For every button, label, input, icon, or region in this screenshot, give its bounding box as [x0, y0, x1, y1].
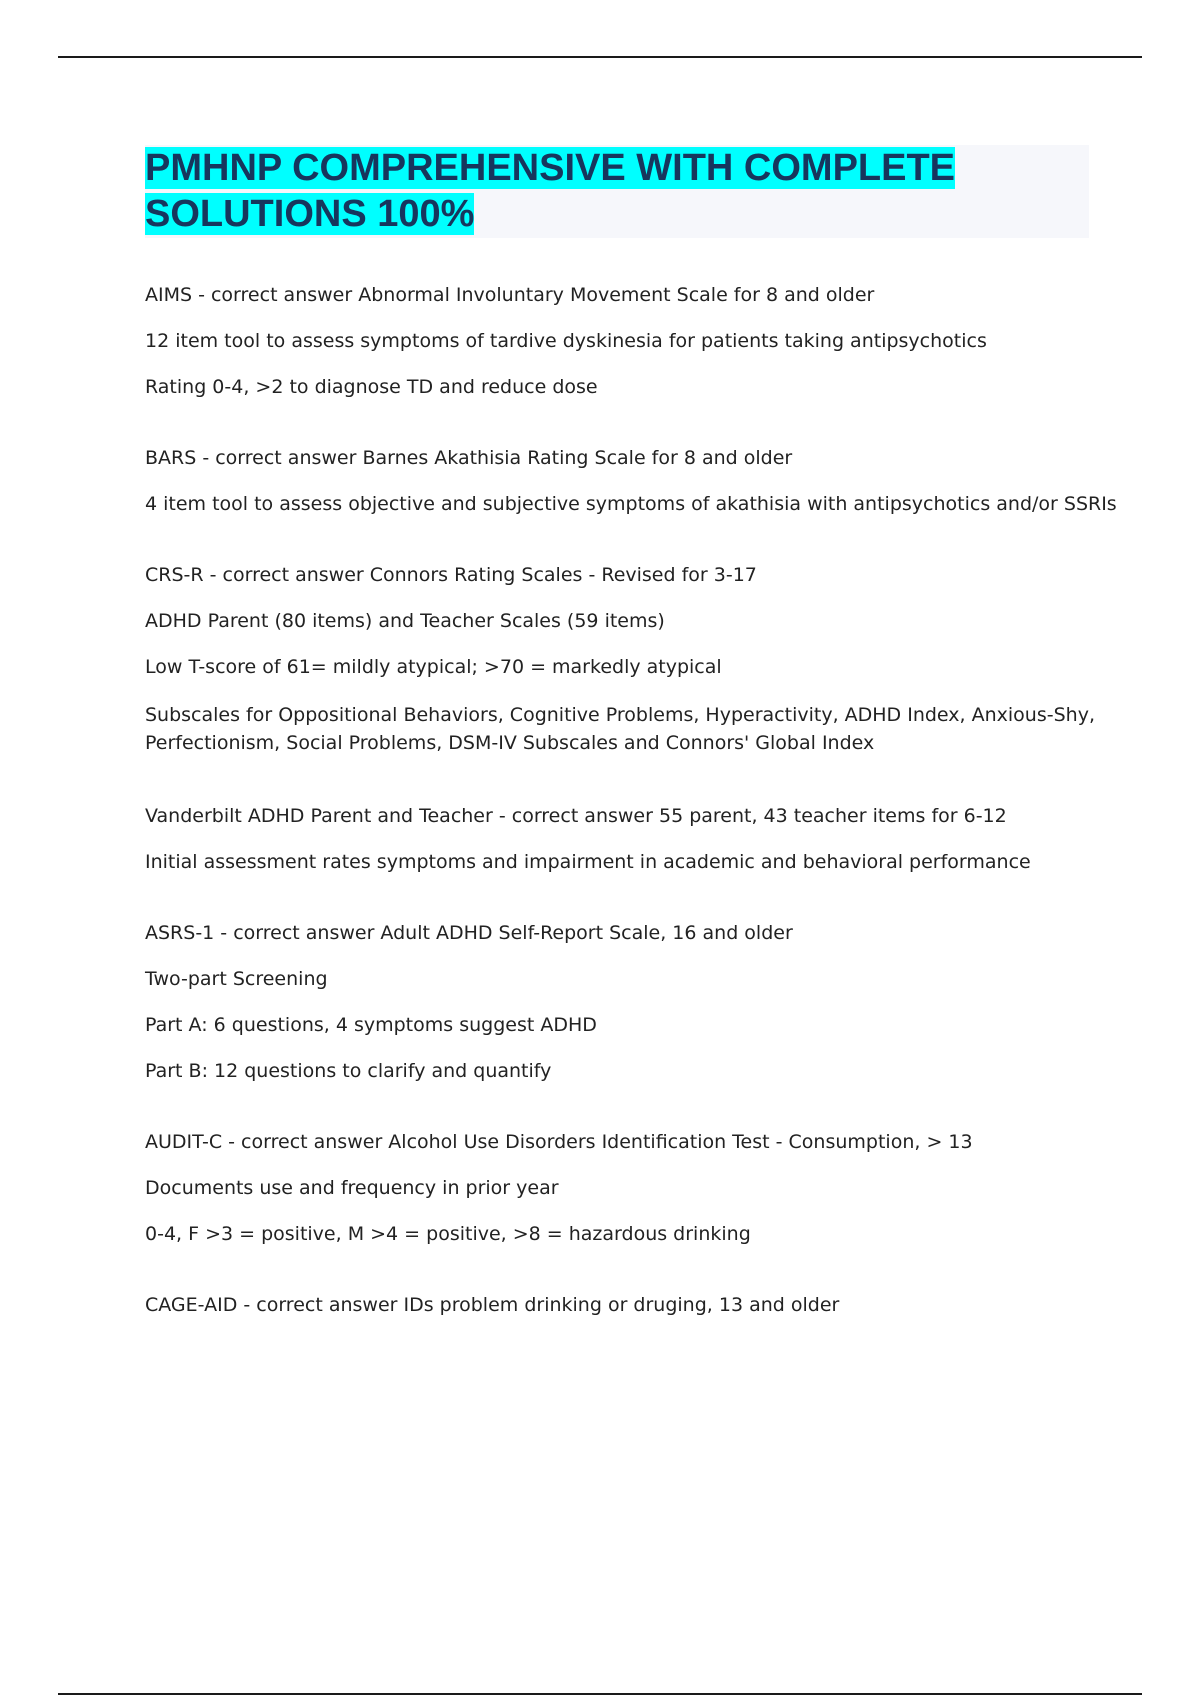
- entry-line: Initial assessment rates symptoms and impairment in academic and behavioral performance: [145, 851, 1031, 873]
- entry-line: AUDIT-C - correct answer Alcohol Use Disorders Identification Test - Consumption, > 13: [145, 1131, 973, 1153]
- title-block: [145, 145, 1089, 238]
- entry-line: Two-part Screening: [145, 968, 328, 990]
- entry-line: CAGE-AID - correct answer IDs problem drinking or druging, 13 and older: [145, 1294, 840, 1316]
- entry-line: BARS - correct answer Barnes Akathisia Rating Scale for 8 and older: [145, 447, 793, 469]
- entry-cage-aid: [145, 1293, 1095, 1317]
- entry-asrs-1: [145, 921, 1095, 1083]
- entry-line: Vanderbilt ADHD Parent and Teacher - correct answer 55 parent, 43 teacher items for 6-12: [145, 805, 1007, 827]
- entry-crs-r: [145, 563, 1095, 757]
- entry-line: ASRS-1 - correct answer Adult ADHD Self-Report Scale, 16 and older: [145, 922, 793, 944]
- entry-line: 0-4, F >3 = positive, M >4 = positive, >8 = hazardous drinking: [145, 1223, 751, 1245]
- entry-line: CRS-R - correct answer Connors Rating Scales - Revised for 3-17: [145, 564, 757, 586]
- top-rule: [58, 56, 1142, 58]
- entry-vanderbilt: [145, 804, 1095, 874]
- title-line-1: PMHNP COMPREHENSIVE WITH COMPLETE: [145, 147, 956, 189]
- document-title: [145, 145, 1089, 237]
- entry-bars: [145, 446, 1117, 516]
- title-line-2: SOLUTIONS 100%: [145, 193, 475, 235]
- bottom-rule: [58, 1693, 1142, 1695]
- entry-line: Rating 0-4, >2 to diagnose TD and reduce dose: [145, 376, 598, 398]
- entry-line: 4 item tool to assess objective and subjective symptoms of akathisia with antipsychotics and/or SSRIs: [145, 493, 1117, 515]
- entry-aims: [145, 283, 1095, 399]
- entry-line: 12 item tool to assess symptoms of tardive dyskinesia for patients taking antipsychotics: [145, 330, 987, 352]
- entry-line: AIMS - correct answer Abnormal Involuntary Movement Scale for 8 and older: [145, 284, 875, 306]
- document-body: [145, 283, 1117, 1364]
- entry-line: Part B: 12 questions to clarify and quantify: [145, 1060, 552, 1082]
- entry-line: Documents use and frequency in prior year: [145, 1177, 559, 1199]
- entry-line: Part A: 6 questions, 4 symptoms suggest ADHD: [145, 1014, 597, 1036]
- entry-audit-c: [145, 1130, 1095, 1246]
- entry-line: Subscales for Oppositional Behaviors, Cognitive Problems, Hyperactivity, ADHD Index, Anxious-Shy, Perfectionism, Social Problems, DSM-IV Subscales and Connors' Global Index: [145, 704, 1095, 754]
- entry-line: Low T-score of 61= mildly atypical; >70 = markedly atypical: [145, 656, 722, 678]
- entry-line: ADHD Parent (80 items) and Teacher Scales (59 items): [145, 610, 665, 632]
